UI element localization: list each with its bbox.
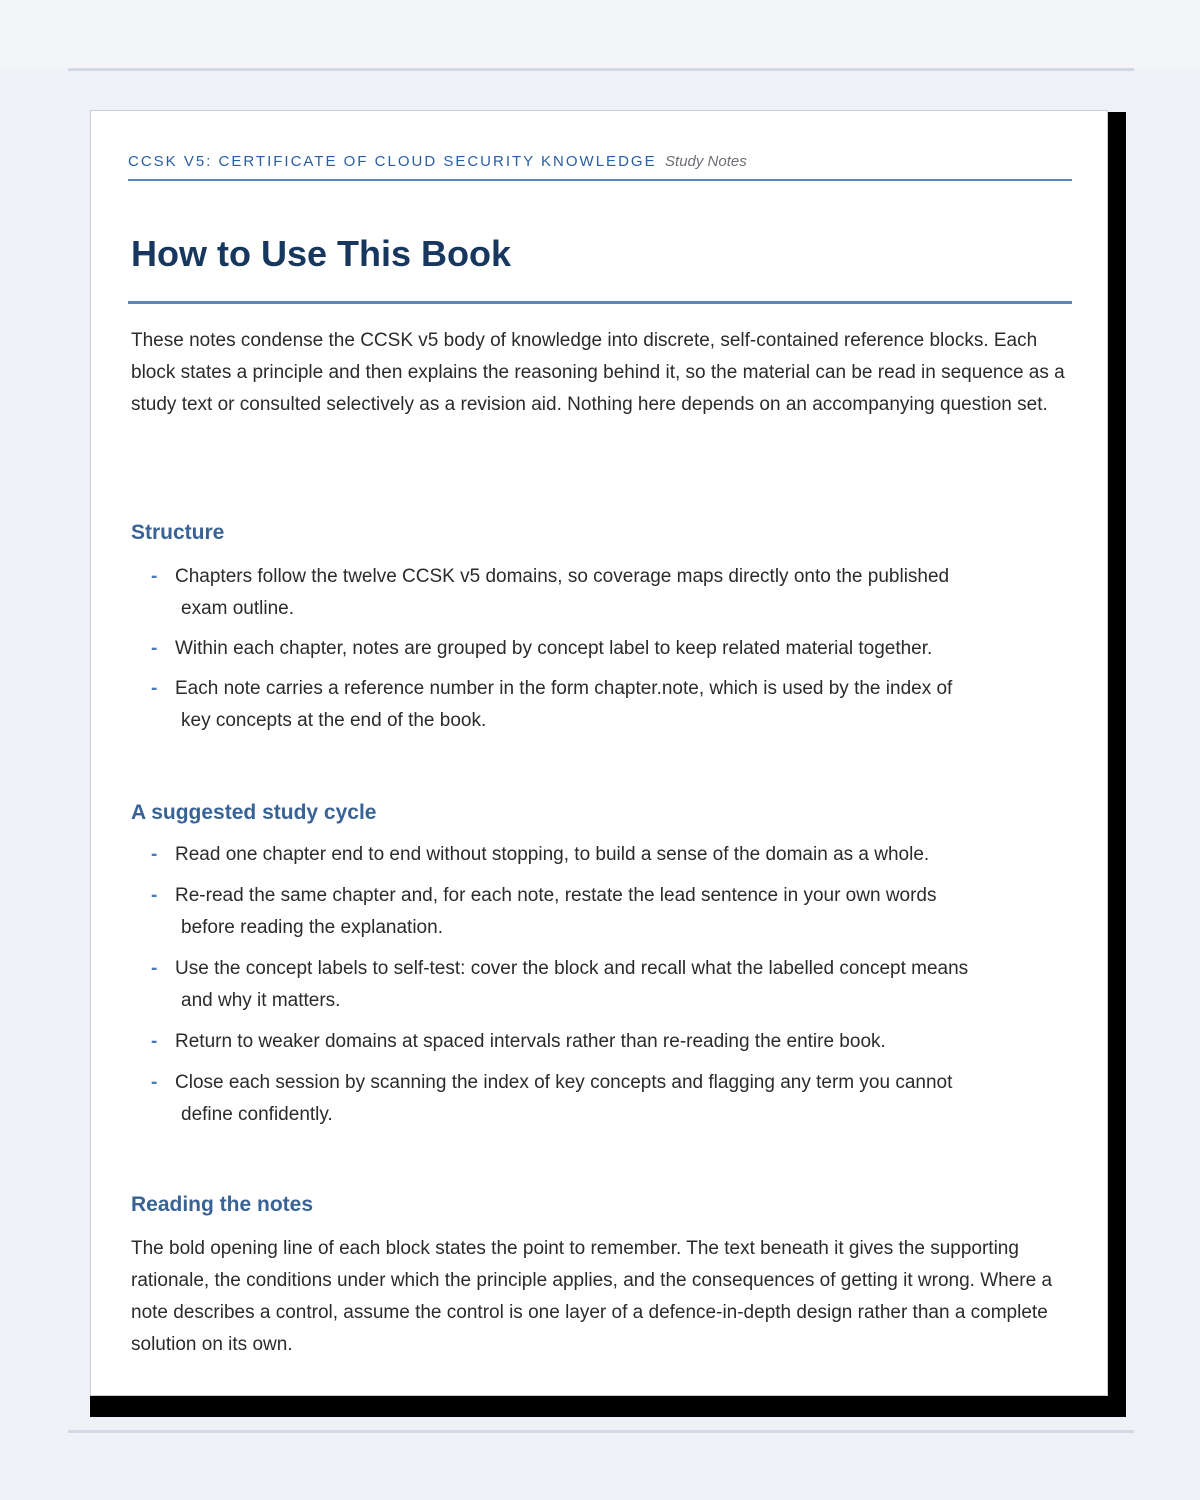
bullet-dash: - <box>151 638 158 659</box>
list-item <box>151 839 1057 871</box>
list-item-line: Close each session by scanning the index of key concepts and flagging any term you cannot <box>175 1072 953 1093</box>
section-heading-structure: Structure <box>131 521 225 544</box>
intro-paragraph: These notes condense the CCSK v5 body of knowledge into discrete, self-contained reference blocks. Each block states a principle and then explains the reasoning behind it, so the material can be read in sequence as a study text or consulted selectively as a revision aid. Nothing here depends on an accompanying question set. <box>131 330 1065 415</box>
list-item-line: Each note carries a reference number in the form chapter.note, which is used by the index of <box>175 678 953 699</box>
bullet-dash: - <box>151 678 158 699</box>
list-item-line: Return to weaker domains at spaced intervals rather than re-reading the entire book. <box>175 1031 886 1052</box>
bullet-dash: - <box>151 958 158 979</box>
list-item <box>151 1026 1057 1058</box>
list-item-line: before reading the explanation. <box>181 917 443 938</box>
bullet-dash: - <box>151 1031 158 1052</box>
list-item <box>151 953 1057 1017</box>
reading-notes-paragraph: The bold opening line of each block states the point to remember. The text beneath it gives the supporting rationale, the conditions under which the principle applies, and the consequences of getting it wrong. Where a note describes a control, assume the control is one layer of a defence-in-depth design rather than a complete solution on its own. <box>131 1238 1053 1355</box>
study-cycle-list <box>151 839 1057 1131</box>
title-divider <box>128 301 1072 304</box>
document-page <box>90 110 1108 1396</box>
list-item-line: Use the concept labels to self-test: cover the block and recall what the labelled concept means <box>175 958 969 979</box>
list-item-line: Re-read the same chapter and, for each note, restate the lead sentence in your own words <box>175 885 937 906</box>
list-item-line: Read one chapter end to end without stopping, to build a sense of the domain as a whole. <box>175 844 930 865</box>
running-header-subtitle: Study Notes <box>665 153 747 170</box>
section-heading-reading-notes: Reading the notes <box>131 1193 314 1216</box>
list-item-line: exam outline. <box>181 598 295 619</box>
list-item <box>151 561 1057 625</box>
structure-list <box>151 561 1057 737</box>
bottom-divider <box>68 1430 1134 1433</box>
list-item-line: Within each chapter, notes are grouped by concept label to keep related material together. <box>175 638 933 659</box>
top-bar <box>0 0 1200 68</box>
list-item-line: define confidently. <box>181 1104 333 1125</box>
bullet-dash: - <box>151 885 158 906</box>
bullet-dash: - <box>151 1072 158 1093</box>
bullet-dash: - <box>151 844 158 865</box>
list-item <box>151 880 1057 944</box>
list-item <box>151 633 1057 665</box>
bullet-dash: - <box>151 566 158 587</box>
list-item <box>151 1067 1057 1131</box>
list-item-line: and why it matters. <box>181 990 341 1011</box>
page-title: How to Use This Book <box>131 233 512 274</box>
list-item-line: Chapters follow the twelve CCSK v5 domains, so coverage maps directly onto the published <box>175 566 950 587</box>
list-item-line: key concepts at the end of the book. <box>181 710 487 731</box>
section-heading-study-cycle: A suggested study cycle <box>131 801 377 824</box>
running-header-title: CCSK V5: CERTIFICATE OF CLOUD SECURITY KNOWLEDGE <box>128 153 657 170</box>
running-header <box>128 153 1072 181</box>
list-item <box>151 673 1057 737</box>
top-divider <box>68 68 1134 71</box>
